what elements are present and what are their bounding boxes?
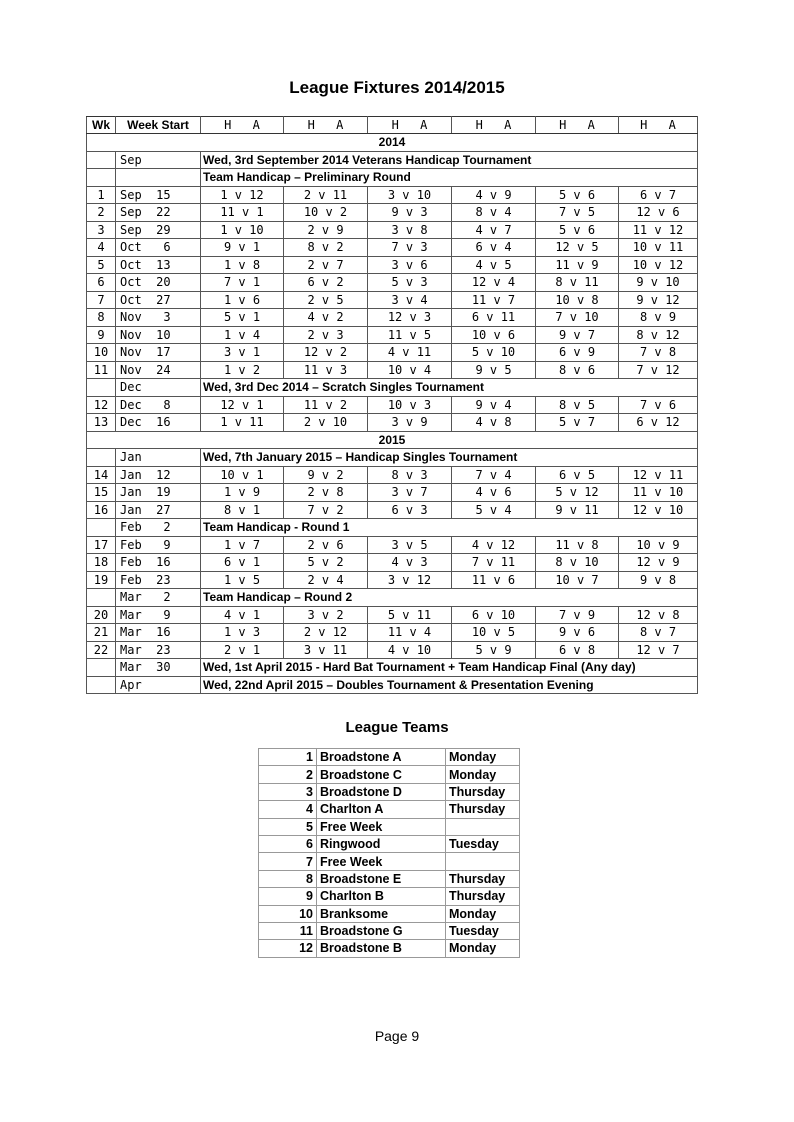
ha-header: H A	[452, 117, 536, 134]
team-name: Free Week	[317, 853, 446, 870]
fixture-match: 6 v 9	[536, 344, 619, 362]
week-number: 7	[87, 291, 116, 309]
team-day: Monday	[446, 940, 520, 957]
team-day: Thursday	[446, 801, 520, 818]
fixture-match: 5 v 3	[368, 274, 452, 292]
fixture-row	[87, 396, 698, 414]
fixture-match: 11 v 3	[284, 361, 368, 379]
team-name: Broadstone G	[317, 922, 446, 939]
fixture-match: 8 v 1	[201, 501, 284, 519]
fixture-match: 1 v 3	[201, 624, 284, 642]
event-row	[87, 676, 698, 694]
wk-header: Wk	[87, 117, 116, 134]
page-number: Page 9	[374, 1028, 420, 1044]
fixture-match: 10 v 7	[536, 571, 619, 589]
fixture-match: 10 v 1	[201, 466, 284, 484]
team-day: Thursday	[446, 783, 520, 800]
week-number: 22	[87, 641, 116, 659]
week-number: 17	[87, 536, 116, 554]
fixture-match: 11 v 12	[619, 221, 698, 239]
event-note: Team Handicap – Round 2	[201, 589, 698, 607]
fixture-match: 9 v 4	[452, 396, 536, 414]
fixture-match: 4 v 7	[452, 221, 536, 239]
fixture-match: 11 v 2	[284, 396, 368, 414]
fixture-match: 3 v 5	[368, 536, 452, 554]
team-row	[259, 766, 520, 783]
team-row	[259, 940, 520, 957]
team-row	[259, 818, 520, 835]
team-day: Tuesday	[446, 835, 520, 852]
fixture-match: 12 v 5	[536, 239, 619, 257]
week-number: 5	[87, 256, 116, 274]
fixture-match: 3 v 9	[368, 414, 452, 432]
team-name: Broadstone C	[317, 766, 446, 783]
fixture-match: 1 v 7	[201, 536, 284, 554]
team-name: Free Week	[317, 818, 446, 835]
fixture-match: 1 v 8	[201, 256, 284, 274]
fixture-match: 8 v 12	[619, 326, 698, 344]
fixture-row	[87, 344, 698, 362]
year-row	[87, 134, 698, 152]
week-start: Dec 8	[116, 396, 201, 414]
event-note: Wed, 22nd April 2015 – Doubles Tournament & Presentation Evening	[201, 676, 698, 694]
fixture-match: 7 v 8	[619, 344, 698, 362]
team-day: Thursday	[446, 870, 520, 887]
fixture-match: 2 v 11	[284, 186, 368, 204]
fixture-match: 6 v 10	[452, 606, 536, 624]
fixture-match: 11 v 9	[536, 256, 619, 274]
team-row	[259, 801, 520, 818]
week-start: Apr	[116, 676, 201, 694]
fixture-match: 11 v 7	[452, 291, 536, 309]
fixture-match: 4 v 5	[452, 256, 536, 274]
week-number: 3	[87, 221, 116, 239]
week-number	[87, 379, 116, 397]
fixture-match: 9 v 6	[536, 624, 619, 642]
fixture-match: 5 v 12	[536, 484, 619, 502]
week-number: 14	[87, 466, 116, 484]
week-start: Mar 30	[116, 659, 201, 677]
fixture-match: 12 v 2	[284, 344, 368, 362]
fixture-match: 2 v 4	[284, 571, 368, 589]
fixture-match: 9 v 7	[536, 326, 619, 344]
fixture-match: 4 v 9	[452, 186, 536, 204]
fixture-match: 5 v 4	[452, 501, 536, 519]
fixture-match: 11 v 1	[201, 204, 284, 222]
fixture-match: 9 v 1	[201, 239, 284, 257]
event-note: Wed, 7th January 2015 – Handicap Singles Tournament	[201, 449, 698, 467]
week-start: Jan 19	[116, 484, 201, 502]
fixture-row	[87, 239, 698, 257]
fixture-match: 12 v 8	[619, 606, 698, 624]
fixture-match: 6 v 11	[452, 309, 536, 327]
week-start: Oct 20	[116, 274, 201, 292]
fixture-match: 9 v 3	[368, 204, 452, 222]
fixture-match: 2 v 5	[284, 291, 368, 309]
teams-title: League Teams	[345, 719, 449, 736]
fixture-match: 3 v 6	[368, 256, 452, 274]
fixture-match: 3 v 12	[368, 571, 452, 589]
fixture-match: 10 v 2	[284, 204, 368, 222]
fixture-row	[87, 484, 698, 502]
fixture-match: 7 v 4	[452, 466, 536, 484]
team-row	[259, 835, 520, 852]
week-number: 1	[87, 186, 116, 204]
team-day: Monday	[446, 766, 520, 783]
fixture-row	[87, 624, 698, 642]
fixture-match: 1 v 9	[201, 484, 284, 502]
event-row	[87, 519, 698, 537]
fixture-match: 6 v 7	[619, 186, 698, 204]
team-number: 3	[259, 783, 317, 800]
fixture-match: 1 v 2	[201, 361, 284, 379]
fixture-match: 3 v 8	[368, 221, 452, 239]
team-row	[259, 888, 520, 905]
team-number: 10	[259, 905, 317, 922]
fixture-match: 9 v 11	[536, 501, 619, 519]
fixture-row	[87, 466, 698, 484]
fixture-match: 8 v 6	[536, 361, 619, 379]
week-start: Nov 24	[116, 361, 201, 379]
week-start-header: Week Start	[116, 117, 201, 134]
fixture-row	[87, 554, 698, 572]
fixture-match: 4 v 12	[452, 536, 536, 554]
year-heading: 2015	[87, 431, 698, 449]
fixture-match: 6 v 8	[536, 641, 619, 659]
week-number: 4	[87, 239, 116, 257]
team-name: Broadstone D	[317, 783, 446, 800]
week-start: Dec 16	[116, 414, 201, 432]
fixture-row	[87, 186, 698, 204]
ha-header: H A	[536, 117, 619, 134]
fixture-match: 4 v 6	[452, 484, 536, 502]
fixture-match: 6 v 4	[452, 239, 536, 257]
week-number: 10	[87, 344, 116, 362]
fixture-row	[87, 204, 698, 222]
event-row	[87, 151, 698, 169]
team-row	[259, 870, 520, 887]
team-row	[259, 853, 520, 870]
fixture-match: 12 v 1	[201, 396, 284, 414]
event-note: Wed, 3rd Dec 2014 – Scratch Singles Tournament	[201, 379, 698, 397]
fixture-match: 2 v 10	[284, 414, 368, 432]
fixture-match: 7 v 6	[619, 396, 698, 414]
fixture-match: 7 v 11	[452, 554, 536, 572]
week-start: Oct 6	[116, 239, 201, 257]
fixture-match: 11 v 10	[619, 484, 698, 502]
week-number: 2	[87, 204, 116, 222]
fixture-match: 10 v 6	[452, 326, 536, 344]
week-start: Nov 10	[116, 326, 201, 344]
fixture-match: 11 v 6	[452, 571, 536, 589]
fixture-row	[87, 256, 698, 274]
week-start: Feb 9	[116, 536, 201, 554]
team-name: Broadstone A	[317, 749, 446, 766]
fixture-match: 8 v 5	[536, 396, 619, 414]
fixture-match: 3 v 1	[201, 344, 284, 362]
team-day	[446, 853, 520, 870]
fixture-match: 12 v 11	[619, 466, 698, 484]
fixture-match: 5 v 6	[536, 186, 619, 204]
week-number: 9	[87, 326, 116, 344]
page-title: League Fixtures 2014/2015	[289, 78, 505, 97]
fixture-match: 4 v 11	[368, 344, 452, 362]
week-number: 19	[87, 571, 116, 589]
week-start: Jan	[116, 449, 201, 467]
fixture-match: 10 v 12	[619, 256, 698, 274]
week-start: Sep 15	[116, 186, 201, 204]
fixture-row	[87, 501, 698, 519]
team-name: Charlton A	[317, 801, 446, 818]
fixture-match: 10 v 5	[452, 624, 536, 642]
fixture-match: 1 v 12	[201, 186, 284, 204]
fixture-match: 9 v 10	[619, 274, 698, 292]
header-row	[87, 117, 698, 134]
fixture-match: 11 v 5	[368, 326, 452, 344]
week-start: Oct 13	[116, 256, 201, 274]
fixture-match: 1 v 5	[201, 571, 284, 589]
event-row	[87, 589, 698, 607]
team-row	[259, 905, 520, 922]
fixture-match: 7 v 2	[284, 501, 368, 519]
year-heading: 2014	[87, 134, 698, 152]
fixture-match: 10 v 8	[536, 291, 619, 309]
week-start: Mar 2	[116, 589, 201, 607]
week-number	[87, 676, 116, 694]
fixture-row	[87, 291, 698, 309]
fixture-match: 3 v 11	[284, 641, 368, 659]
week-number	[87, 449, 116, 467]
fixture-match: 2 v 7	[284, 256, 368, 274]
team-number: 5	[259, 818, 317, 835]
fixture-match: 12 v 10	[619, 501, 698, 519]
fixture-match: 9 v 8	[619, 571, 698, 589]
ha-header: H A	[368, 117, 452, 134]
fixture-match: 1 v 6	[201, 291, 284, 309]
fixture-match: 2 v 8	[284, 484, 368, 502]
week-start: Sep 22	[116, 204, 201, 222]
fixture-match: 7 v 5	[536, 204, 619, 222]
week-start: Nov 17	[116, 344, 201, 362]
fixture-match: 8 v 10	[536, 554, 619, 572]
week-start: Sep 29	[116, 221, 201, 239]
fixture-match: 12 v 3	[368, 309, 452, 327]
team-number: 12	[259, 940, 317, 957]
fixture-match: 7 v 9	[536, 606, 619, 624]
fixture-match: 5 v 1	[201, 309, 284, 327]
fixture-match: 6 v 5	[536, 466, 619, 484]
fixture-match: 3 v 4	[368, 291, 452, 309]
week-number: 15	[87, 484, 116, 502]
fixture-match: 5 v 6	[536, 221, 619, 239]
week-start: Feb 23	[116, 571, 201, 589]
event-row	[87, 659, 698, 677]
event-row	[87, 379, 698, 397]
team-number: 11	[259, 922, 317, 939]
team-number: 7	[259, 853, 317, 870]
fixture-match: 1 v 11	[201, 414, 284, 432]
fixture-match: 7 v 3	[368, 239, 452, 257]
team-name: Charlton B	[317, 888, 446, 905]
fixture-row	[87, 221, 698, 239]
fixture-match: 2 v 9	[284, 221, 368, 239]
team-day	[446, 818, 520, 835]
week-number: 11	[87, 361, 116, 379]
week-start: Dec	[116, 379, 201, 397]
week-number: 8	[87, 309, 116, 327]
team-number: 9	[259, 888, 317, 905]
week-number	[87, 169, 116, 187]
fixture-match: 8 v 3	[368, 466, 452, 484]
fixture-match: 12 v 6	[619, 204, 698, 222]
team-name: Ringwood	[317, 835, 446, 852]
week-number: 12	[87, 396, 116, 414]
week-start: Mar 16	[116, 624, 201, 642]
ha-header: H A	[284, 117, 368, 134]
fixture-match: 10 v 3	[368, 396, 452, 414]
fixture-match: 4 v 2	[284, 309, 368, 327]
fixture-match: 12 v 9	[619, 554, 698, 572]
fixture-match: 2 v 3	[284, 326, 368, 344]
fixture-match: 9 v 12	[619, 291, 698, 309]
fixture-match: 6 v 3	[368, 501, 452, 519]
week-number	[87, 659, 116, 677]
week-start: Sep	[116, 151, 201, 169]
team-name: Broadstone B	[317, 940, 446, 957]
week-number	[87, 151, 116, 169]
week-start: Feb 2	[116, 519, 201, 537]
fixture-match: 5 v 7	[536, 414, 619, 432]
week-start: Feb 16	[116, 554, 201, 572]
fixture-row	[87, 571, 698, 589]
fixture-match: 5 v 2	[284, 554, 368, 572]
fixture-match: 12 v 7	[619, 641, 698, 659]
fixture-row	[87, 536, 698, 554]
fixture-row	[87, 274, 698, 292]
fixture-match: 3 v 2	[284, 606, 368, 624]
fixture-match: 4 v 8	[452, 414, 536, 432]
fixture-match: 2 v 6	[284, 536, 368, 554]
team-day: Monday	[446, 905, 520, 922]
fixture-match: 8 v 4	[452, 204, 536, 222]
week-start: Mar 23	[116, 641, 201, 659]
week-number: 21	[87, 624, 116, 642]
team-row	[259, 922, 520, 939]
week-start	[116, 169, 201, 187]
fixture-match: 3 v 10	[368, 186, 452, 204]
week-number: 13	[87, 414, 116, 432]
week-number	[87, 589, 116, 607]
fixture-match: 11 v 8	[536, 536, 619, 554]
team-day: Thursday	[446, 888, 520, 905]
week-start: Jan 27	[116, 501, 201, 519]
fixture-match: 6 v 2	[284, 274, 368, 292]
team-number: 1	[259, 749, 317, 766]
fixture-match: 10 v 9	[619, 536, 698, 554]
fixture-match: 8 v 9	[619, 309, 698, 327]
event-row	[87, 449, 698, 467]
team-number: 8	[259, 870, 317, 887]
fixture-row	[87, 361, 698, 379]
fixture-match: 11 v 4	[368, 624, 452, 642]
week-number: 20	[87, 606, 116, 624]
event-note: Wed, 1st April 2015 - Hard Bat Tournament + Team Handicap Final (Any day)	[201, 659, 698, 677]
fixture-match: 12 v 4	[452, 274, 536, 292]
fixture-row	[87, 326, 698, 344]
fixture-match: 5 v 11	[368, 606, 452, 624]
week-start: Mar 9	[116, 606, 201, 624]
event-note: Team Handicap - Round 1	[201, 519, 698, 537]
fixture-match: 8 v 11	[536, 274, 619, 292]
fixture-match: 1 v 4	[201, 326, 284, 344]
fixture-match: 4 v 10	[368, 641, 452, 659]
ha-header: H A	[201, 117, 284, 134]
fixture-match: 10 v 11	[619, 239, 698, 257]
fixture-match: 2 v 1	[201, 641, 284, 659]
ha-header: H A	[619, 117, 698, 134]
fixture-match: 7 v 12	[619, 361, 698, 379]
week-number: 18	[87, 554, 116, 572]
fixture-match: 9 v 5	[452, 361, 536, 379]
week-start: Nov 3	[116, 309, 201, 327]
event-note: Wed, 3rd September 2014 Veterans Handicap Tournament	[201, 151, 698, 169]
fixture-match: 7 v 1	[201, 274, 284, 292]
fixture-match: 4 v 3	[368, 554, 452, 572]
team-day: Tuesday	[446, 922, 520, 939]
week-number: 6	[87, 274, 116, 292]
team-name: Branksome	[317, 905, 446, 922]
team-row	[259, 783, 520, 800]
fixture-row	[87, 309, 698, 327]
week-start: Oct 27	[116, 291, 201, 309]
team-number: 6	[259, 835, 317, 852]
fixture-row	[87, 606, 698, 624]
fixture-match: 2 v 12	[284, 624, 368, 642]
team-day: Monday	[446, 749, 520, 766]
fixture-row	[87, 414, 698, 432]
week-number: 16	[87, 501, 116, 519]
fixture-match: 10 v 4	[368, 361, 452, 379]
teams-table	[258, 748, 520, 958]
fixtures-table	[86, 116, 698, 694]
event-row	[87, 169, 698, 187]
week-number	[87, 519, 116, 537]
fixture-match: 9 v 2	[284, 466, 368, 484]
fixture-match: 7 v 10	[536, 309, 619, 327]
week-start: Jan 12	[116, 466, 201, 484]
fixture-match: 1 v 10	[201, 221, 284, 239]
fixture-match: 5 v 9	[452, 641, 536, 659]
year-row	[87, 431, 698, 449]
team-number: 2	[259, 766, 317, 783]
team-row	[259, 749, 520, 766]
fixture-match: 5 v 10	[452, 344, 536, 362]
fixture-match: 6 v 12	[619, 414, 698, 432]
fixture-match: 3 v 7	[368, 484, 452, 502]
team-number: 4	[259, 801, 317, 818]
fixture-match: 4 v 1	[201, 606, 284, 624]
fixture-match: 8 v 7	[619, 624, 698, 642]
fixture-match: 8 v 2	[284, 239, 368, 257]
fixture-match: 6 v 1	[201, 554, 284, 572]
team-name: Broadstone E	[317, 870, 446, 887]
event-note: Team Handicap – Preliminary Round	[201, 169, 698, 187]
fixture-row	[87, 641, 698, 659]
